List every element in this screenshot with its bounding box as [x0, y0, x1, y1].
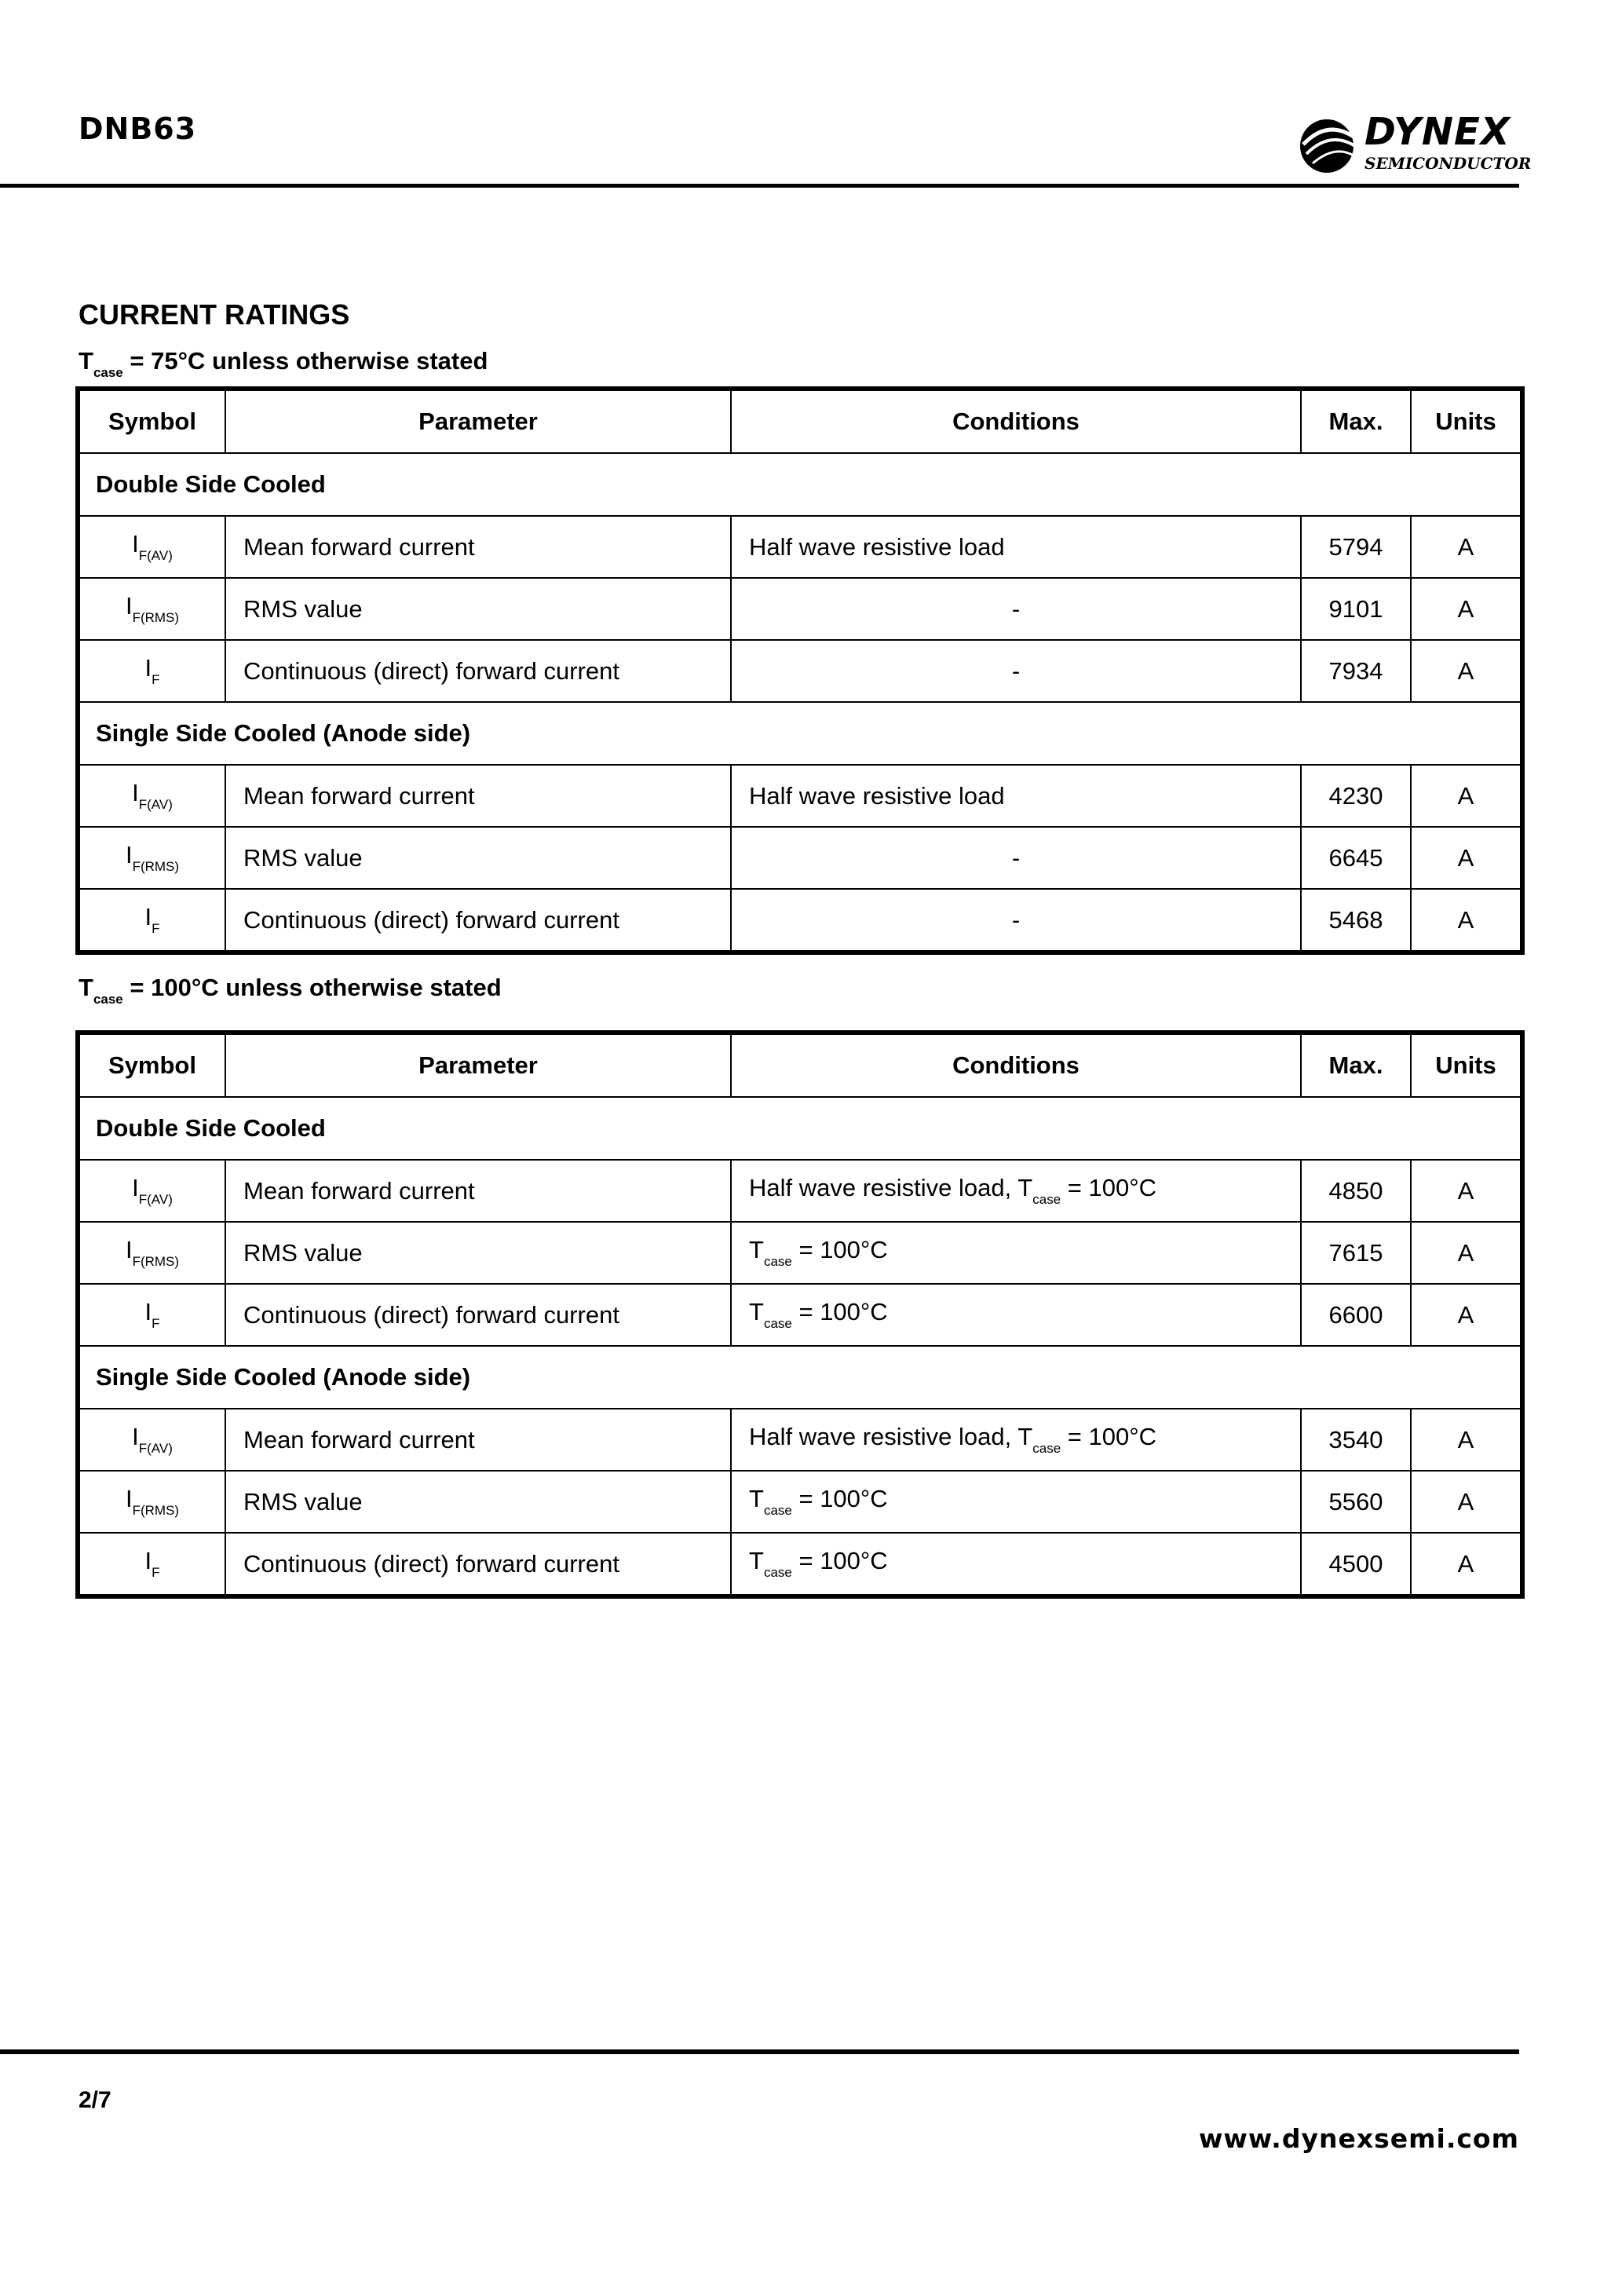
logo-wordmark: DYNEX [1364, 110, 1511, 154]
table-row: $I_{F(AV)}$ Mean forward current Half wave resistive load 5794 A [79, 516, 1521, 578]
group-row: Double Side Cooled [79, 1097, 1521, 1160]
col-max: Max. [1301, 390, 1411, 453]
group-row: Single Side Cooled (Anode side) [79, 702, 1521, 765]
logo-mark-icon [1295, 113, 1358, 176]
table1-condition: $T_{case} = 75^\circ C$ unless otherwise stated [79, 347, 488, 380]
table-row: $I_F$ Continuous (direct) forward current $T_{case} = 100^\circ C$ 4500 A [79, 1533, 1521, 1595]
col-parameter: Parameter [225, 390, 731, 453]
col-parameter: Parameter [225, 1034, 731, 1097]
col-units: Units [1411, 390, 1521, 453]
group-row: Double Side Cooled [79, 453, 1521, 516]
table-row: $I_{F(RMS)}$ RMS value $T_{case} = 100^\circ C$ 7615 A [79, 1222, 1521, 1284]
col-symbol: Symbol [79, 390, 225, 453]
table-row: $I_{F(AV)}$ Mean forward current Half wave resistive load, $T_{case} = 100^\circ C$ 4850 A [79, 1160, 1521, 1222]
table-row: $I_{F(RMS)}$ RMS value - 9101 A [79, 578, 1521, 640]
table-row: $I_F$ Continuous (direct) forward current $T_{case} = 100^\circ C$ 6600 A [79, 1284, 1521, 1346]
section-title: CURRENT RATINGS [79, 298, 350, 331]
document-id: DNB63 [79, 112, 197, 146]
ratings-table-75c [79, 389, 1522, 952]
footer-rule [0, 2049, 1519, 2054]
table-row: $I_{F(RMS)}$ RMS value - 6645 A [79, 827, 1521, 889]
table-row: $I_{F(AV)}$ Mean forward current Half wave resistive load, $T_{case} = 100^\circ C$ 3540 A [79, 1409, 1521, 1471]
col-conditions: Conditions [731, 390, 1301, 453]
col-conditions: Conditions [731, 1034, 1301, 1097]
website-url: www.dynexsemi.com [1198, 2123, 1519, 2154]
table2-condition: $T_{case} = 100^\circ C$ unless otherwise stated [79, 974, 502, 1007]
header-rule [0, 184, 1519, 188]
table-row: $I_{F(RMS)}$ RMS value $T_{case} = 100^\circ C$ 5560 A [79, 1471, 1521, 1533]
table-header-row [79, 1034, 1521, 1097]
table-row: $I_F$ Continuous (direct) forward current - 5468 A [79, 889, 1521, 951]
table-row: $I_{F(AV)}$ Mean forward current Half wave resistive load 4230 A [79, 765, 1521, 827]
company-logo [1295, 110, 1532, 177]
group-row: Single Side Cooled (Anode side) [79, 1346, 1521, 1409]
page-number: 2/7 [79, 2087, 111, 2113]
col-units: Units [1411, 1034, 1521, 1097]
col-symbol: Symbol [79, 1034, 225, 1097]
ratings-table-100c [79, 1033, 1522, 1596]
table-header-row [79, 390, 1521, 453]
col-max: Max. [1301, 1034, 1411, 1097]
table-row: $I_F$ Continuous (direct) forward current - 7934 A [79, 640, 1521, 702]
logo-subtitle: SEMICONDUCTOR [1364, 154, 1532, 173]
